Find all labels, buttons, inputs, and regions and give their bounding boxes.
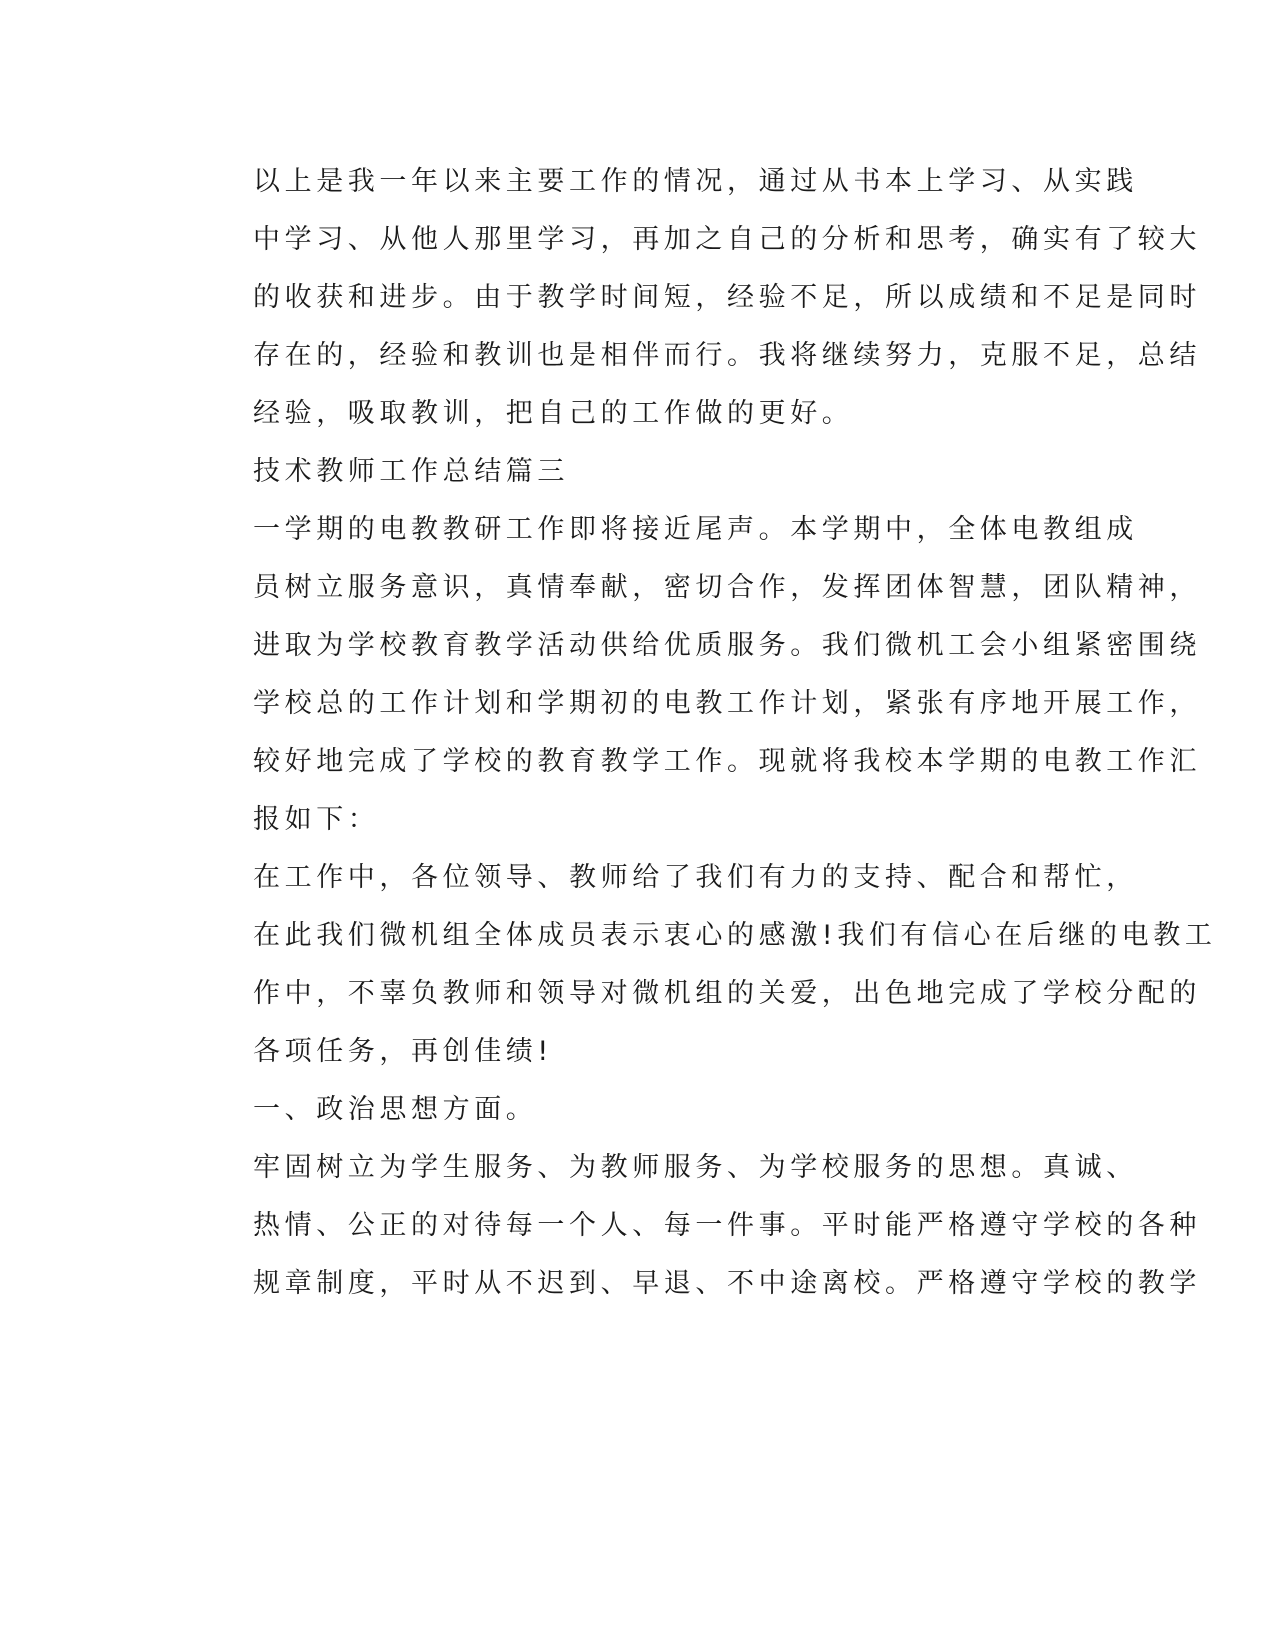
- heading-text: 一、政治思想方面。: [253, 1094, 538, 1125]
- paragraph-summary: [180, 153, 1201, 443]
- text-line: 进取为学校教育教学活动供给优质服务。我们微机工会小组紧密围绕: [253, 630, 1201, 661]
- text-line: 热情、公正的对待每一个人、每一件事。平时能严格遵守学校的各种: [253, 1210, 1201, 1241]
- text-line: 较好地完成了学校的教育教学工作。现就将我校本学期的电教工作汇: [253, 746, 1201, 777]
- text-line: 存在的，经验和教训也是相伴而行。我将继续努力，克服不足，总结: [253, 340, 1201, 371]
- text-line: 中学习、从他人那里学习，再加之自己的分析和思考，确实有了较大: [253, 224, 1201, 255]
- paragraph-intro: [180, 501, 1201, 849]
- text-line: 在工作中，各位领导、教师给了我们有力的支持、配合和帮忙，: [253, 862, 1138, 893]
- text-line: 各项任务，再创佳绩!: [253, 1036, 553, 1067]
- section-heading: [180, 443, 1040, 501]
- text-line: 经验，吸取教训，把自己的工作做的更好。: [253, 398, 854, 429]
- document-body: [180, 153, 1217, 1313]
- text-line: 员树立服务意识，真情奉献，密切合作，发挥团体智慧，团队精神，: [253, 572, 1201, 603]
- paragraph-politics: [180, 1139, 1201, 1313]
- text-line: 一学期的电教教研工作即将接近尾声。本学期中，全体电教组成: [253, 514, 1138, 545]
- text-line: 规章制度，平时从不迟到、早退、不中途离校。严格遵守学校的教学: [253, 1268, 1201, 1299]
- text-line: 学校总的工作计划和学期初的电教工作计划，紧张有序地开展工作，: [253, 688, 1201, 719]
- text-line: 牢固树立为学生服务、为教师服务、为学校服务的思想。真诚、: [253, 1152, 1138, 1183]
- heading-text: 技术教师工作总结篇三: [253, 456, 569, 487]
- text-line: 以上是我一年以来主要工作的情况，通过从书本上学习、从实践: [253, 166, 1138, 197]
- text-line: 作中，不辜负教师和领导对微机组的关爱，出色地完成了学校分配的: [253, 978, 1201, 1009]
- text-line: 的收获和进步。由于教学时间短，经验不足，所以成绩和不足是同时: [253, 282, 1201, 313]
- text-line: 报如下：: [253, 804, 380, 835]
- text-line: 在此我们微机组全体成员表示衷心的感激!我们有信心在后继的电教工: [253, 920, 1217, 951]
- subsection-heading: [180, 1081, 1040, 1139]
- paragraph-thanks: [180, 849, 1217, 1081]
